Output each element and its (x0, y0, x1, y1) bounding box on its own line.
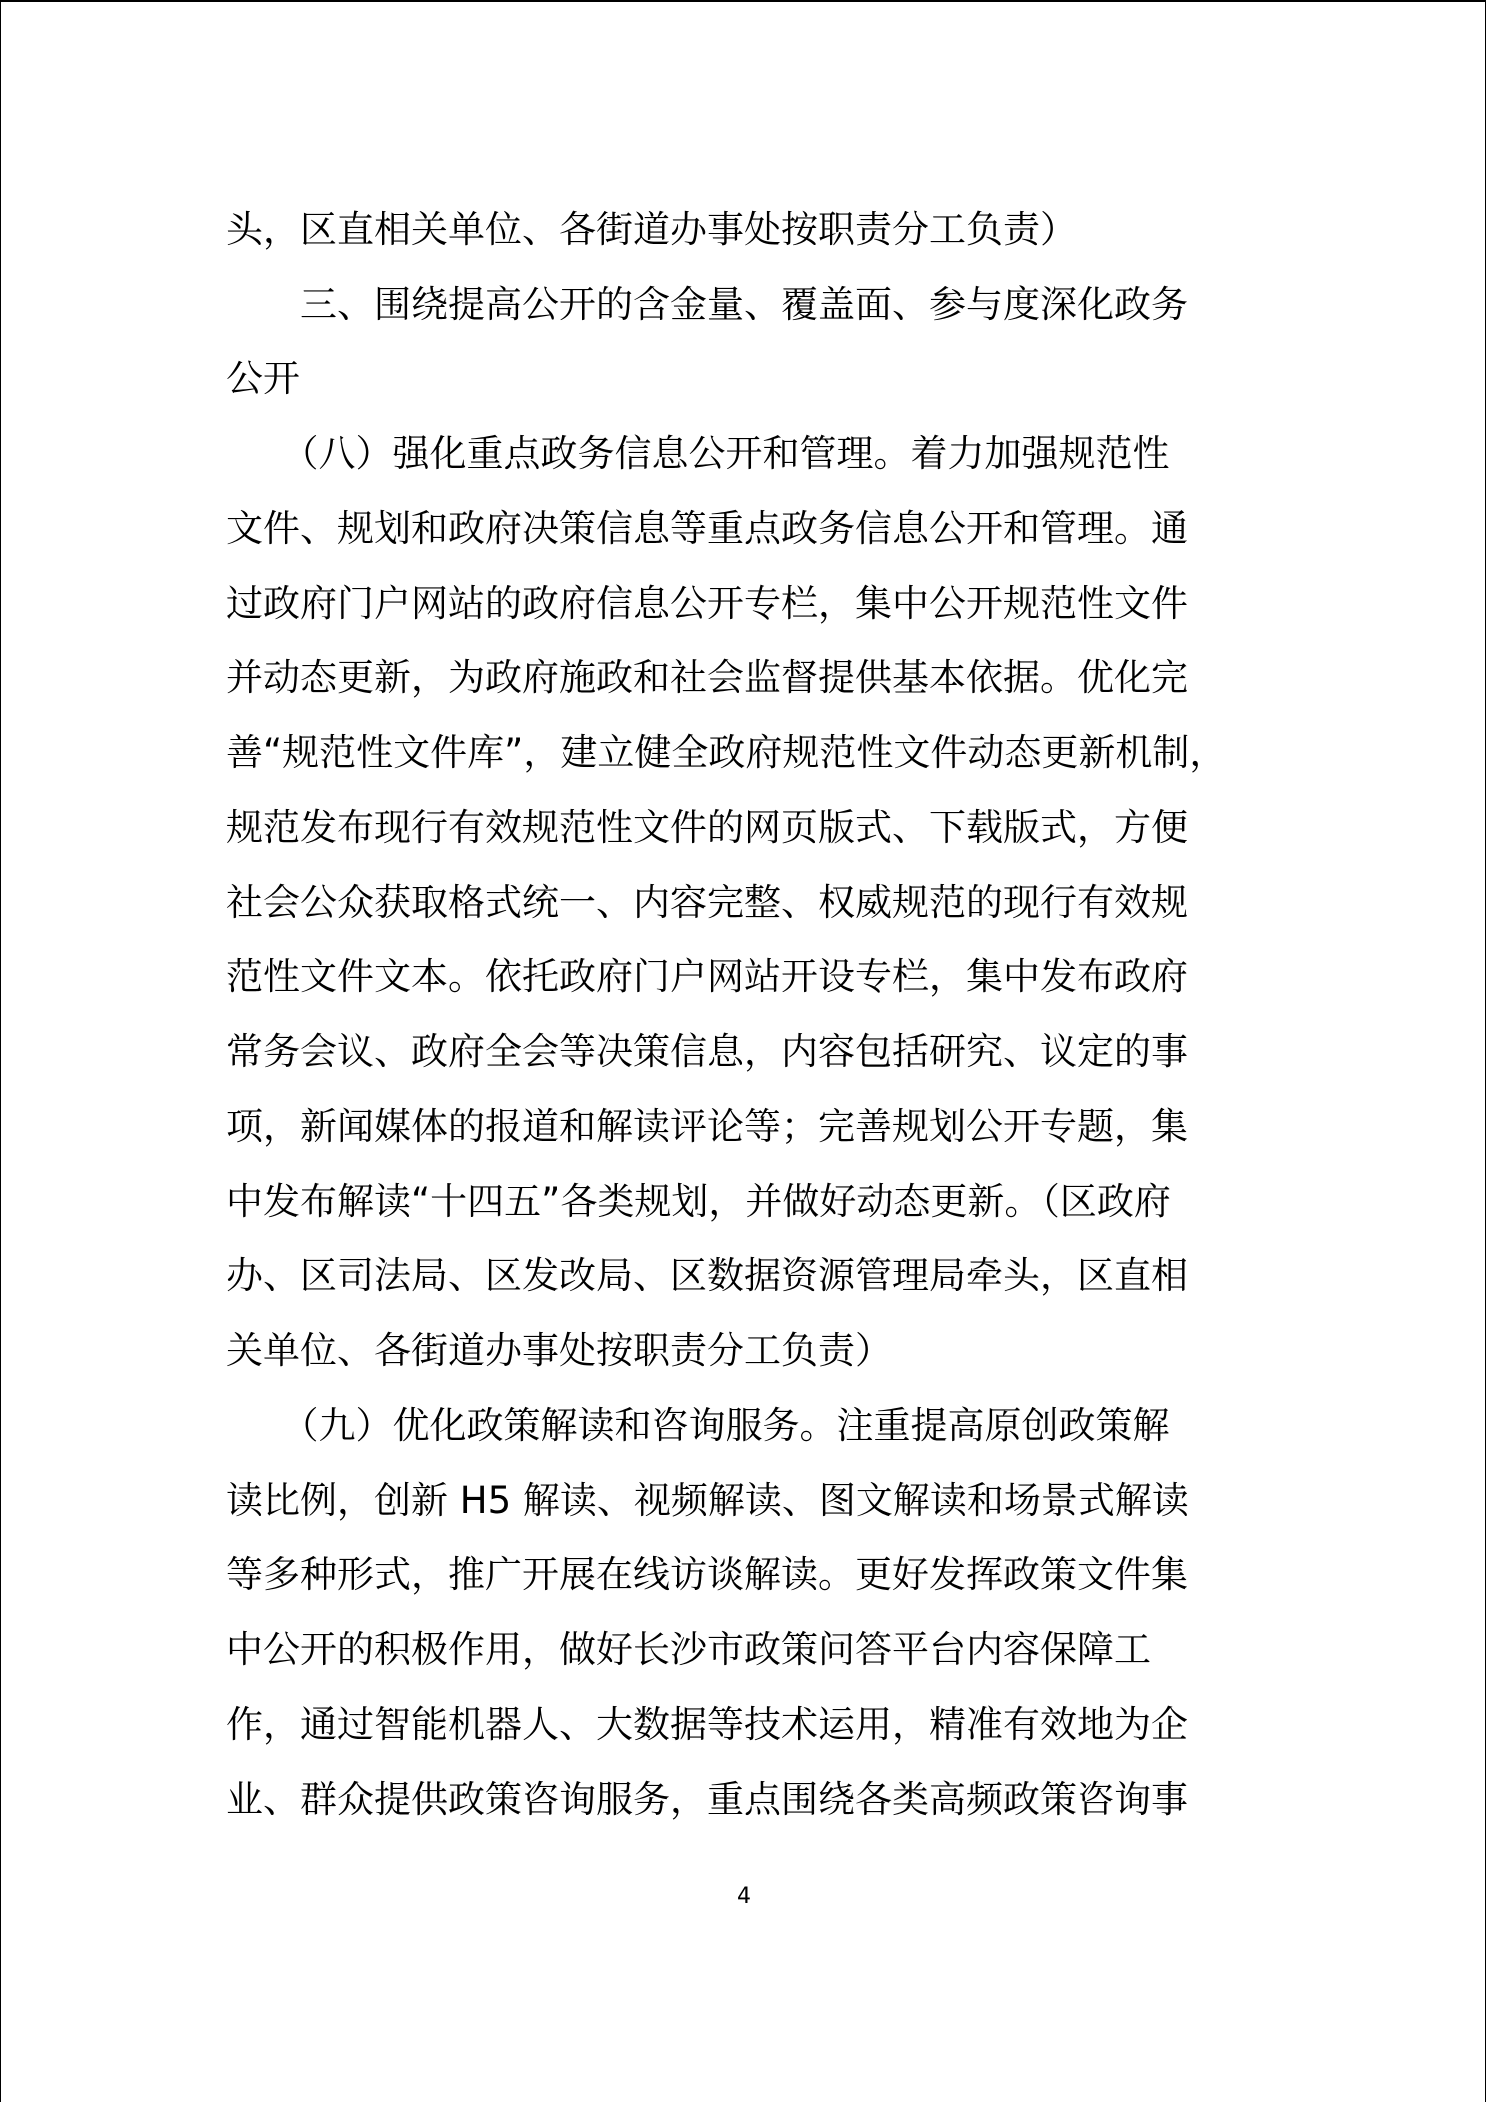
text-line: 过政府门户网站的政府信息公开专栏，集中公开规范性文件 (226, 582, 1188, 625)
text-line: 并动态更新，为政府施政和社会监督提供基本依据。优化完 (226, 656, 1188, 699)
text-line: 社会公众获取格式统一、内容完整、权威规范的现行有效规 (226, 881, 1188, 924)
text-line: 读比例，创新 H5 解读、视频解读、图文解读和场景式解读 (226, 1479, 1189, 1522)
text-line: 中公开的积极作用，做好长沙市政策问答平台内容保障工 (226, 1628, 1151, 1671)
text-line: 范性文件文本。依托政府门户网站开设专栏，集中发布政府 (226, 955, 1188, 998)
text-line: 文件、规划和政府决策信息等重点政务信息公开和管理。通 (226, 507, 1188, 550)
text-line: 等多种形式，推广开展在线访谈解读。更好发挥政策文件集 (226, 1553, 1188, 1596)
text-line: 三、围绕提高公开的含金量、覆盖面、参与度深化政务 (226, 283, 1188, 326)
text-line: 业、群众提供政策咨询服务，重点围绕各类高频政策咨询事 (226, 1778, 1188, 1821)
text-line: 作，通过智能机器人、大数据等技术运用，精准有效地为企 (226, 1703, 1188, 1746)
text-line: （九）优化政策解读和咨询服务。注重提高原创政策解 (226, 1404, 1170, 1447)
text-line: 项，新闻媒体的报道和解读评论等；完善规划公开专题，集 (226, 1105, 1188, 1148)
text-line: 公开 (226, 357, 300, 400)
text-line: 常务会议、政府全会等决策信息，内容包括研究、议定的事 (226, 1030, 1188, 1073)
text-line: 关单位、各街道办事处按职责分工负责） (226, 1329, 892, 1372)
text-line: 善“规范性文件库”，建立健全政府规范性文件动态更新机制， (226, 731, 1227, 774)
text-line: 办、区司法局、区发改局、区数据资源管理局牵头，区直相 (226, 1254, 1188, 1297)
text-line: 中发布解读“十四五”各类规划，并做好动态更新。（区政府 (226, 1180, 1171, 1223)
text-line: 头，区直相关单位、各街道办事处按职责分工负责） (226, 208, 1077, 251)
text-line: 规范发布现行有效规范性文件的网页版式、下载版式，方便 (226, 806, 1188, 849)
text-line: （八）强化重点政务信息公开和管理。着力加强规范性 (226, 432, 1170, 475)
page-number: 4 (737, 1884, 751, 1909)
